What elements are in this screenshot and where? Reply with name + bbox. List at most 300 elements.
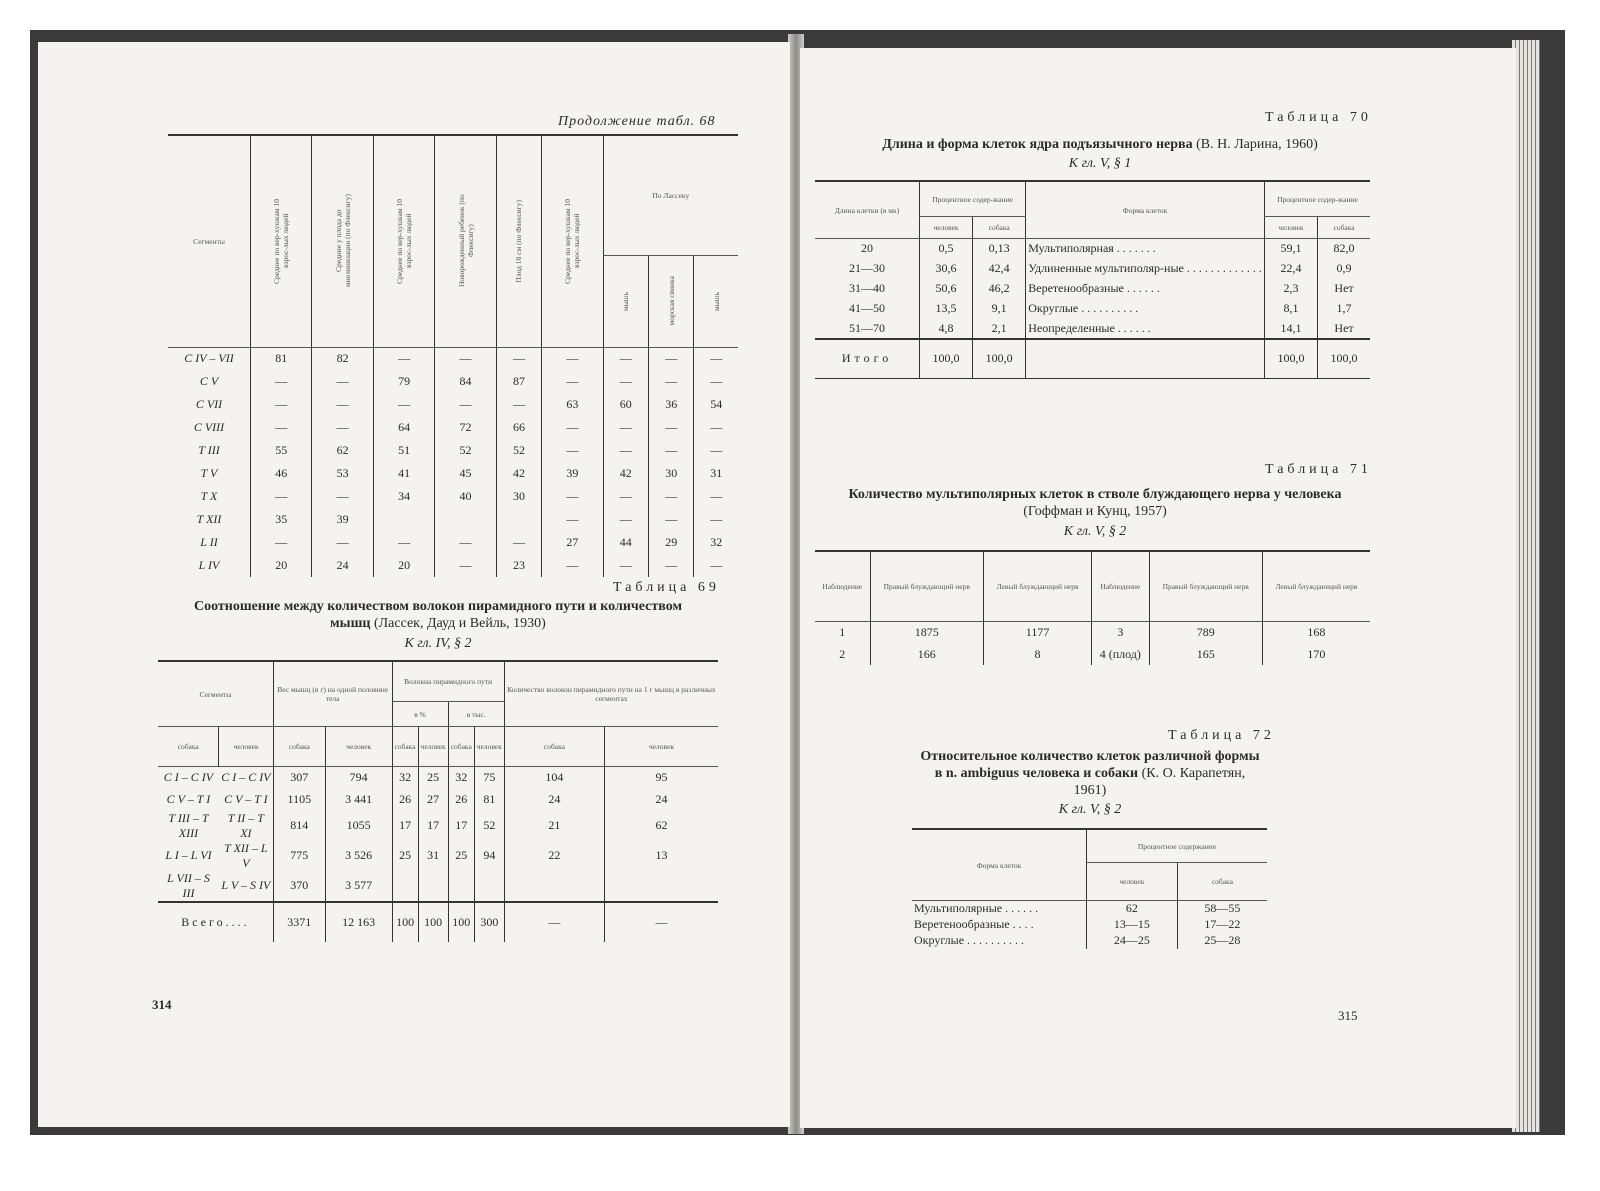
col-header: собака <box>504 727 604 767</box>
table-cell: 17 <box>448 811 474 841</box>
col-header: Среднее по вер-хушкам 10 взрос-лых людей <box>272 198 291 284</box>
table-cell: 3 441 <box>325 789 392 811</box>
table-cell: 17 <box>392 811 418 841</box>
col-header: человек <box>474 727 504 767</box>
table-row <box>815 239 1370 259</box>
table-cell: 170 <box>1262 643 1370 665</box>
table-cell: 789 <box>1149 621 1262 643</box>
table-cell <box>604 871 718 902</box>
row-label: 51—70 <box>849 320 885 335</box>
table-cell: Округлые . . . . . . . . . . <box>1026 299 1265 319</box>
table-row <box>158 767 718 789</box>
table-cell: 52 <box>474 811 504 841</box>
col-header: в тыс. <box>448 702 504 727</box>
table-cell: — <box>649 347 694 370</box>
table-cell: 0,13 <box>973 239 1026 259</box>
table-cell: Нет <box>1318 319 1370 339</box>
table-cell: 100 <box>392 902 418 942</box>
table-cell: 66 <box>496 416 541 439</box>
table-cell: 95 <box>604 767 718 789</box>
row-label: C IV – VII <box>184 351 234 366</box>
table-cell: 35 <box>251 508 312 531</box>
row-label: 1 <box>839 624 846 639</box>
table-cell: 32 <box>392 767 418 789</box>
table-row <box>168 347 738 370</box>
table-cell <box>496 508 541 531</box>
table-72-authors: (К. О. Карапетян, 1961) <box>1073 766 1246 798</box>
table-cell: — <box>373 347 434 370</box>
table-cell <box>373 508 434 531</box>
table-cell: C V – T I <box>224 792 268 806</box>
table-cell: 25 <box>418 767 448 789</box>
col-header: Правый блуждающий нерв <box>1149 551 1262 621</box>
table-cell: 82 <box>312 347 373 370</box>
table-70-title-text: Длина и форма клеток ядра подъязычного нерва <box>882 137 1193 152</box>
table-cell: T XII – L V <box>224 840 268 870</box>
table-cell: — <box>542 416 603 439</box>
table-cell: 13—15 <box>1087 917 1178 933</box>
table-cell: Мультиполярная . . . . . . . <box>1026 239 1265 259</box>
col-header: Наблюдение <box>822 581 863 591</box>
table-cell: — <box>373 393 434 416</box>
table-row <box>912 933 1267 949</box>
table-cell: — <box>603 439 648 462</box>
row-label: C VIII <box>193 420 225 434</box>
table-row <box>158 871 718 902</box>
table-cell: — <box>694 485 738 508</box>
table-70-ref: К гл. V, § 1 <box>1068 156 1132 171</box>
col-header: человек <box>418 727 448 767</box>
table-cell: — <box>496 347 541 370</box>
table-cell: Неопределенные . . . . . . <box>1026 319 1265 339</box>
col-header: Среднее по вер-хушкам 10 взрос-лых людей <box>395 198 414 284</box>
table-cell: 27 <box>542 531 603 554</box>
table-cell <box>1026 339 1265 379</box>
table-cell: — <box>435 554 496 577</box>
table-cell: — <box>496 531 541 554</box>
row-label: 31—40 <box>849 281 885 295</box>
table-row <box>168 508 738 531</box>
table-69 <box>158 660 718 942</box>
table-cell: 100,0 <box>920 339 973 379</box>
left-page <box>38 42 790 1127</box>
row-label: L IV <box>198 558 220 572</box>
table-cell: 62 <box>312 439 373 462</box>
table-row <box>168 531 738 554</box>
table-cell: — <box>251 370 312 393</box>
table-cell: 81 <box>251 347 312 370</box>
table-row-total <box>815 339 1370 379</box>
table-cell: 32 <box>448 767 474 789</box>
table-cell: 24 <box>312 554 373 577</box>
table-cell: 24 <box>504 789 604 811</box>
table-cell: 24—25 <box>1087 933 1178 949</box>
table-cell: 168 <box>1262 621 1370 643</box>
table-69-ref: К гл. IV, § 2 <box>404 636 472 651</box>
table-cell: 23 <box>496 554 541 577</box>
table-row <box>168 370 738 393</box>
table-cell: 814 <box>273 811 325 841</box>
table-cell <box>435 508 496 531</box>
table-cell: 17—22 <box>1177 917 1267 933</box>
table-cell: T II – T XI <box>227 810 264 840</box>
col-header: Плод 18 см (по Флексигу) <box>514 199 524 283</box>
table-cell: — <box>694 508 738 531</box>
table-row <box>815 259 1370 279</box>
table-cell: — <box>435 347 496 370</box>
table-cell: — <box>251 531 312 554</box>
table-cell: 79 <box>373 370 434 393</box>
table-cell: — <box>694 416 738 439</box>
col-header: Средние у плода до миелинизации (по Флексигу) <box>333 194 352 288</box>
col-header: в % <box>392 702 448 727</box>
row-label: C I – C IV <box>163 770 214 785</box>
table-cell: 26 <box>392 789 418 811</box>
table-cell: — <box>604 902 718 942</box>
table-cell: 166 <box>870 643 983 665</box>
page-edges <box>1512 40 1540 1132</box>
col-header: Правый блуждающий нерв <box>870 551 983 621</box>
table-cell: 20 <box>373 554 434 577</box>
page-number: 314 <box>152 997 172 1012</box>
table-72-ref: К гл. V, § 2 <box>1058 802 1122 817</box>
table-cell: — <box>251 485 312 508</box>
table-cell: 12 163 <box>325 902 392 942</box>
row-label: L I – L VI <box>165 848 212 862</box>
table-cell: — <box>542 508 603 531</box>
table-cell: — <box>603 485 648 508</box>
table-cell: 4 (плод) <box>1092 643 1149 665</box>
table-71-label: Таблица 71 <box>1265 462 1372 477</box>
table-cell <box>448 871 474 902</box>
table-cell: 53 <box>312 462 373 485</box>
table-cell: 100,0 <box>1264 339 1317 379</box>
table-cell: 94 <box>474 841 504 871</box>
row-label: 21—30 <box>849 261 885 275</box>
table-cell: 21 <box>504 811 604 841</box>
table-cell: 27 <box>418 789 448 811</box>
table-cell: 4,8 <box>920 319 973 339</box>
table-cell: — <box>694 554 738 577</box>
row-label: 20 <box>861 241 873 256</box>
col-header: человек <box>920 217 973 239</box>
row-label: Веретенообразные . . . . <box>914 917 1034 931</box>
table-row <box>815 621 1370 643</box>
row-label: L VII – S III <box>167 870 210 900</box>
table-cell: 8,1 <box>1264 299 1317 319</box>
table-cell: — <box>251 416 312 439</box>
table-cell: — <box>312 531 373 554</box>
table-cell: 14,1 <box>1264 319 1317 339</box>
table-70-authors: (В. Н. Ларина, 1960) <box>1196 137 1318 152</box>
table-71 <box>815 550 1370 665</box>
table-cell: 46 <box>251 462 312 485</box>
table-cell: 0,5 <box>920 239 973 259</box>
table-cell: 51 <box>373 439 434 462</box>
table-row <box>815 643 1370 665</box>
table-cell: — <box>504 902 604 942</box>
row-label: 41—50 <box>849 301 885 315</box>
table-cell: 3371 <box>273 902 325 942</box>
table-cell: — <box>649 416 694 439</box>
col-header: Сегменты <box>158 661 273 727</box>
table-cell: — <box>603 554 648 577</box>
table-cell: 32 <box>694 531 738 554</box>
table-cell: 100,0 <box>1318 339 1370 379</box>
table-cell: 300 <box>474 902 504 942</box>
table-cell: 31 <box>694 462 738 485</box>
table-cell: 87 <box>496 370 541 393</box>
table-cell: — <box>312 370 373 393</box>
table-row <box>912 901 1267 917</box>
table-row <box>815 299 1370 319</box>
table-cell: — <box>542 439 603 462</box>
col-header: Наблюдение <box>1092 551 1149 621</box>
table-69-title <box>188 598 688 632</box>
table-cell: — <box>373 531 434 554</box>
col-header: Форма клеток <box>912 829 1087 901</box>
table-cell: 55 <box>251 439 312 462</box>
col-header: собака <box>392 727 418 767</box>
col-header: Вес мышц (в г) на одной половине тела <box>273 661 392 727</box>
table-cell: 41 <box>373 462 434 485</box>
row-label: L II <box>200 535 218 549</box>
col-header: собака <box>973 217 1026 239</box>
row-label: T XII <box>196 512 222 526</box>
table-row <box>815 279 1370 299</box>
table-cell: 63 <box>542 393 603 416</box>
table-cell: 81 <box>474 789 504 811</box>
table-cell: — <box>312 416 373 439</box>
row-label: C V – T I <box>166 792 211 806</box>
table-cell: 36 <box>649 393 694 416</box>
table-cell: 42,4 <box>973 259 1026 279</box>
col-header: Новорожденный ребенок (по Флексигу) <box>456 194 475 288</box>
table-cell: 3 <box>1092 621 1149 643</box>
table-cell: 62 <box>604 811 718 841</box>
table-cell: 1055 <box>325 811 392 841</box>
table-cell: 62 <box>1087 901 1178 917</box>
row-label: C VII <box>195 397 223 411</box>
col-header: Длина клетки (в мк) <box>815 181 920 239</box>
table-cell: 52 <box>496 439 541 462</box>
col-header: человек <box>1087 863 1178 901</box>
table-cell: 64 <box>373 416 434 439</box>
table-69-title-text: Соотношение между количеством волокон пирамидного пути и количеством мышц <box>193 599 683 631</box>
page-number: 315 <box>1338 1008 1358 1023</box>
table-cell: 2,3 <box>1264 279 1317 299</box>
table-cell: 1875 <box>870 621 983 643</box>
table-cell: 50,6 <box>920 279 973 299</box>
col-header: собака <box>1177 863 1267 901</box>
table-cell: 104 <box>504 767 604 789</box>
table-cell: 100,0 <box>973 339 1026 379</box>
table-cell: C I – C IV <box>221 770 271 785</box>
right-page <box>800 48 1516 1128</box>
table-cell: 72 <box>435 416 496 439</box>
table-cell: — <box>542 347 603 370</box>
table-cell: 9,1 <box>973 299 1026 319</box>
table-70-label: Таблица 70 <box>1265 110 1372 125</box>
table-cell: — <box>312 393 373 416</box>
row-label: Мультиполярные . . . . . . <box>914 901 1039 916</box>
col-header: мышь <box>621 291 631 311</box>
table-cell: 22 <box>504 841 604 871</box>
col-group-header: По Лассеку <box>603 135 738 255</box>
col-header: Среднее по вер-хушкам 10 взрос-лых людей <box>563 198 582 284</box>
table-cell: 24 <box>604 789 718 811</box>
total-label: Всего.... <box>181 914 250 929</box>
table-cell: — <box>312 485 373 508</box>
table-cell: 13 <box>604 841 718 871</box>
table-cell: — <box>649 439 694 462</box>
table-cell: — <box>649 554 694 577</box>
col-header: собака <box>448 727 474 767</box>
col-header: Левый блуждающий нерв <box>983 551 1091 621</box>
col-header: Волокна пирамидного пути <box>392 661 504 702</box>
col-header: Процентное содержание <box>1087 829 1268 863</box>
table-cell: — <box>603 370 648 393</box>
total-label: Итого <box>841 351 893 366</box>
table-cell: — <box>496 393 541 416</box>
table-cell: 22,4 <box>1264 259 1317 279</box>
table-row <box>168 439 738 462</box>
table-cell: 40 <box>435 485 496 508</box>
table-cell: — <box>251 393 312 416</box>
table-cell: 30 <box>649 462 694 485</box>
col-header: собака <box>177 742 199 751</box>
table-cell: — <box>542 554 603 577</box>
table-cell: 45 <box>435 462 496 485</box>
table-cell: 1,7 <box>1318 299 1370 319</box>
table-cell: 39 <box>312 508 373 531</box>
table-row <box>158 789 718 811</box>
col-header: собака <box>1318 217 1370 239</box>
table-cell: — <box>435 393 496 416</box>
table-cell: 370 <box>273 871 325 902</box>
table-row <box>912 917 1267 933</box>
table-70 <box>815 180 1370 379</box>
col-header: Форма клеток <box>1026 181 1265 239</box>
table-72-title <box>920 748 1260 799</box>
row-label: T V <box>200 466 218 480</box>
table-cell: Нет <box>1318 279 1370 299</box>
table-cell: 82,0 <box>1318 239 1370 259</box>
table-row <box>158 811 718 841</box>
table-cell: 1105 <box>273 789 325 811</box>
table-71-ref: К гл. V, § 2 <box>1063 524 1127 539</box>
table-cell: — <box>694 439 738 462</box>
table-71-authors: (Гоффман и Кунц, 1957) <box>1023 504 1167 519</box>
table-71-title <box>825 486 1365 520</box>
table-cell: 58—55 <box>1177 901 1267 917</box>
table-cell: 775 <box>273 841 325 871</box>
table-cell <box>504 871 604 902</box>
table-cell: 39 <box>542 462 603 485</box>
table-cell: 3 577 <box>325 871 392 902</box>
table-cell: 30,6 <box>920 259 973 279</box>
table-cell <box>392 871 418 902</box>
table-cell: — <box>542 370 603 393</box>
table-cell: 17 <box>418 811 448 841</box>
row-label: 2 <box>839 646 846 661</box>
table-cell: 307 <box>273 767 325 789</box>
table-cell: 75 <box>474 767 504 789</box>
table-cell: — <box>649 485 694 508</box>
col-header: человек <box>604 727 718 767</box>
table-cell: 20 <box>251 554 312 577</box>
table-72-label: Таблица 72 <box>1168 728 1275 743</box>
table-cell: 44 <box>603 531 648 554</box>
row-label: C V <box>199 374 219 388</box>
table-cell: — <box>603 347 648 370</box>
table-cell: 46,2 <box>973 279 1026 299</box>
table-cell: 60 <box>603 393 648 416</box>
table-cell: 1177 <box>983 621 1091 643</box>
table-cell: 34 <box>373 485 434 508</box>
table-69-label: Таблица 69 <box>613 580 720 595</box>
table-cell <box>474 871 504 902</box>
col-header: мышь <box>711 291 721 311</box>
table-71-title-text: Количество мультиполярных клеток в стволе блуждающего нерва у человека <box>848 487 1342 502</box>
table-cell <box>418 871 448 902</box>
table-row <box>168 462 738 485</box>
table-cell: — <box>694 347 738 370</box>
table-cell: 25 <box>392 841 418 871</box>
table-cell: — <box>649 370 694 393</box>
table-cell: Удлиненные мультиполяр-ные . . . . . . . . . . . . . <box>1026 259 1265 279</box>
table-cell: 84 <box>435 370 496 393</box>
table-row <box>158 841 718 871</box>
table-cell: 25 <box>448 841 474 871</box>
table-cell: L V – S IV <box>221 878 271 892</box>
table-row <box>815 319 1370 339</box>
col-header: морская свинка <box>666 276 676 326</box>
table-cell: 31 <box>418 841 448 871</box>
table-cell: 29 <box>649 531 694 554</box>
row-label: T III <box>198 443 220 457</box>
col-header: собака <box>273 727 325 767</box>
table-cell: — <box>649 508 694 531</box>
col-header: Количество волокон пирамидного пути на 1 г мышц в различных сегментах <box>504 661 718 727</box>
table-cell: 42 <box>496 462 541 485</box>
table-cell: 59,1 <box>1264 239 1317 259</box>
table-cell: 30 <box>496 485 541 508</box>
table-cell: — <box>603 416 648 439</box>
table-cell: — <box>435 531 496 554</box>
table-cell: 2,1 <box>973 319 1026 339</box>
table-cell: 0,9 <box>1318 259 1370 279</box>
table-cell: 52 <box>435 439 496 462</box>
row-label: T X <box>200 489 218 503</box>
table-cell: 3 526 <box>325 841 392 871</box>
table-cell: 42 <box>603 462 648 485</box>
table-cell: 25—28 <box>1177 933 1267 949</box>
table-68 <box>168 134 738 577</box>
col-header: Сегменты <box>168 135 251 347</box>
col-header: человек <box>1264 217 1317 239</box>
row-label: Округлые . . . . . . . . . . <box>914 933 1025 947</box>
table-cell: 100 <box>448 902 474 942</box>
table-cell: 8 <box>983 643 1091 665</box>
table-row <box>168 554 738 577</box>
table-row-total <box>158 902 718 942</box>
table-70-title <box>820 136 1380 153</box>
table-72 <box>912 828 1267 949</box>
table-row <box>168 485 738 508</box>
table-cell: Веретенообразные . . . . . . <box>1026 279 1265 299</box>
col-header: Левый блуждающий нерв <box>1262 551 1370 621</box>
